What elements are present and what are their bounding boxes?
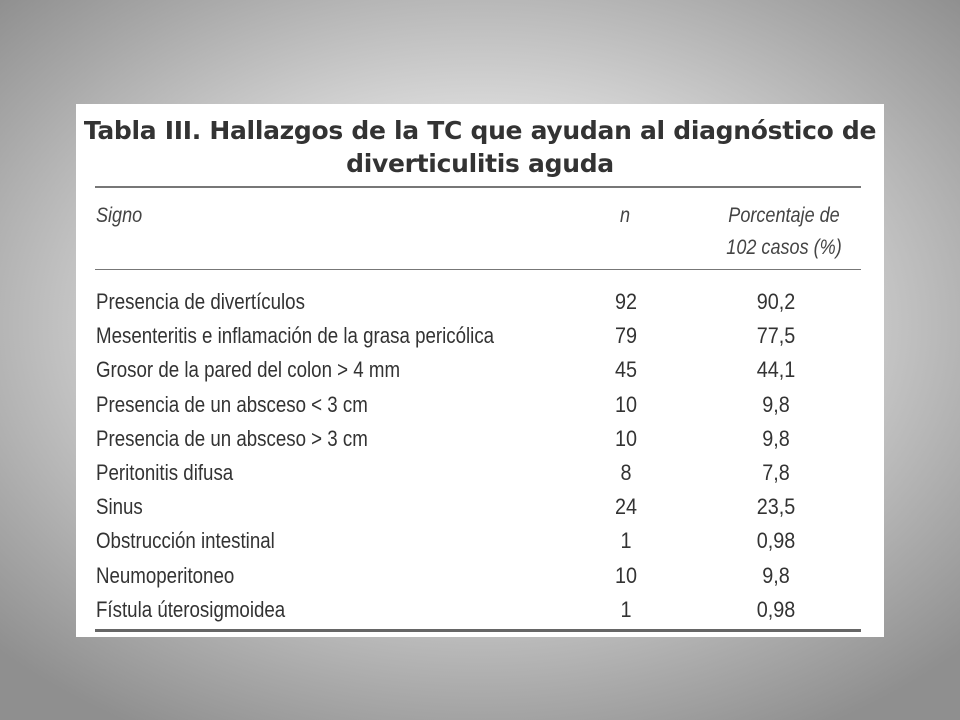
table-row <box>76 559 884 593</box>
cell-porcentaje: 9,8 <box>762 425 790 451</box>
cell-n: 79 <box>614 323 638 349</box>
header-porcentaje <box>698 200 870 264</box>
cell-n: 10 <box>614 391 638 417</box>
table-row <box>76 285 884 319</box>
cell-signo: Presencia de un absceso < 3 cm <box>96 391 368 417</box>
cell-porcentaje: 23,5 <box>756 494 796 520</box>
cell-signo: Peritonitis difusa <box>96 459 234 485</box>
cell-porcentaje: 9,8 <box>762 391 790 417</box>
table-row <box>76 524 884 558</box>
table-row <box>76 490 884 524</box>
table-row <box>76 456 884 490</box>
table-card <box>76 104 884 637</box>
cell-porcentaje: 0,98 <box>756 596 796 622</box>
header-n: n <box>620 204 631 227</box>
cell-porcentaje: 9,8 <box>762 562 790 588</box>
table-title-line-2: diverticulitis aguda <box>346 149 614 178</box>
cell-porcentaje: 0,98 <box>756 528 796 554</box>
header-porcentaje-line-2: 102 casos (%) <box>726 236 842 259</box>
table-row <box>76 422 884 456</box>
table-row <box>76 319 884 353</box>
cell-signo: Presencia de un absceso > 3 cm <box>96 425 368 451</box>
cell-signo: Grosor de la pared del colon > 4 mm <box>96 357 401 383</box>
cell-signo: Neumoperitoneo <box>96 562 235 588</box>
cell-n: 10 <box>614 562 638 588</box>
cell-n: 92 <box>614 289 638 314</box>
cell-signo: Presencia de divertículos <box>96 289 305 314</box>
table-title-line-1: Tabla III. Hallazgos de la TC que ayudan al diagnóstico de <box>83 116 877 145</box>
table-row <box>76 353 884 387</box>
table-top-rule <box>95 186 861 188</box>
table-body <box>76 285 884 627</box>
table-row <box>76 593 884 627</box>
cell-signo: Obstrucción intestinal <box>96 528 275 554</box>
table-bottom-rule <box>95 629 861 632</box>
cell-n: 24 <box>614 494 638 520</box>
cell-n: 1 <box>620 528 632 554</box>
cell-n: 10 <box>614 425 638 451</box>
cell-porcentaje: 77,5 <box>756 323 796 349</box>
cell-porcentaje: 90,2 <box>756 289 796 314</box>
cell-signo: Sinus <box>96 494 143 520</box>
table-header-rule <box>95 269 861 270</box>
cell-signo: Mesenteritis e inflamación de la grasa pericólica <box>96 323 495 349</box>
header-porcentaje-line-1: Porcentaje de <box>728 204 840 227</box>
cell-n: 8 <box>620 459 632 485</box>
cell-porcentaje: 7,8 <box>762 459 790 485</box>
table-title <box>76 114 884 180</box>
cell-n: 45 <box>614 357 638 383</box>
cell-porcentaje: 44,1 <box>756 357 796 383</box>
cell-signo: Fístula úterosigmoidea <box>96 596 286 622</box>
header-signo: Signo <box>96 204 143 227</box>
cell-n: 1 <box>620 596 632 622</box>
table-row <box>76 388 884 422</box>
